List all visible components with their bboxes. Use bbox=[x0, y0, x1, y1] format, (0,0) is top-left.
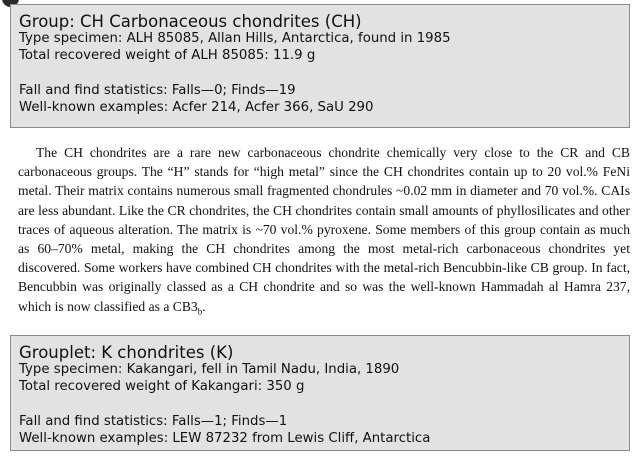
k-grouplet-title: Grouplet: K chondrites (K) bbox=[19, 343, 234, 362]
k-known-examples: Well-known examples: LEW 87232 from Lewis Cliff, Antarctica bbox=[19, 430, 431, 446]
k-fall-find-stats: Fall and find statistics: Falls—1; Finds—1 bbox=[19, 414, 288, 429]
ch-group-title: Group: CH Carbonaceous chondrites (CH) bbox=[19, 12, 362, 31]
ch-fall-find-stats: Fall and find statistics: Falls—0; Finds—19 bbox=[19, 83, 296, 98]
ch-total-weight: Total recovered weight of ALH 85085: 11.9 g bbox=[19, 47, 316, 63]
k-grouplet-info-box bbox=[10, 335, 630, 451]
ch-group-info-box bbox=[10, 4, 630, 128]
ch-description-end: . bbox=[202, 298, 206, 314]
ch-known-examples: Well-known examples: Acfer 214, Acfer 366, SaU 290 bbox=[19, 99, 374, 115]
ch-description-subscript: b bbox=[197, 306, 203, 317]
k-type-specimen: Type specimen: Kakangari, fell in Tamil Nadu, India, 1890 bbox=[19, 362, 400, 377]
ch-type-specimen: Type specimen: ALH 85085, Allan Hills, Antarctica, found in 1985 bbox=[19, 31, 451, 46]
ch-description-text: The CH chondrites are a rare new carbonaceous chondrite chemically very close to the CR and CB carbonaceous groups. The “H” stands for “high metal” since the CH chondrites contain up to 20 vol.% FeNi metal. Their matrix contains numerous small fragmented chondrules ~0.02 mm in diameter and 70 vol.%. CAIs are less abundant. Like the CR chondrites, the CH chondrites contain small amounts of phyllosilicates and other traces of aqueous alteration. The matrix is ~70 vol.% pyroxene. Some members of this group contain as much as 60–70% metal, making the CH chondrites among the most metal-rich carbonaceous chondrites yet discovered. Some workers have combined CH chondrites with the metal-rich Bencubbin-like CB group. In fact, Bencubbin was originally classed as a CH chondrite and so was the well-known Hammadah al Hamra 237, which is now classified as a CB3 bbox=[18, 145, 630, 314]
ch-description-paragraph bbox=[18, 143, 630, 316]
k-total-weight: Total recovered weight of Kakangari: 350 g bbox=[19, 378, 305, 394]
